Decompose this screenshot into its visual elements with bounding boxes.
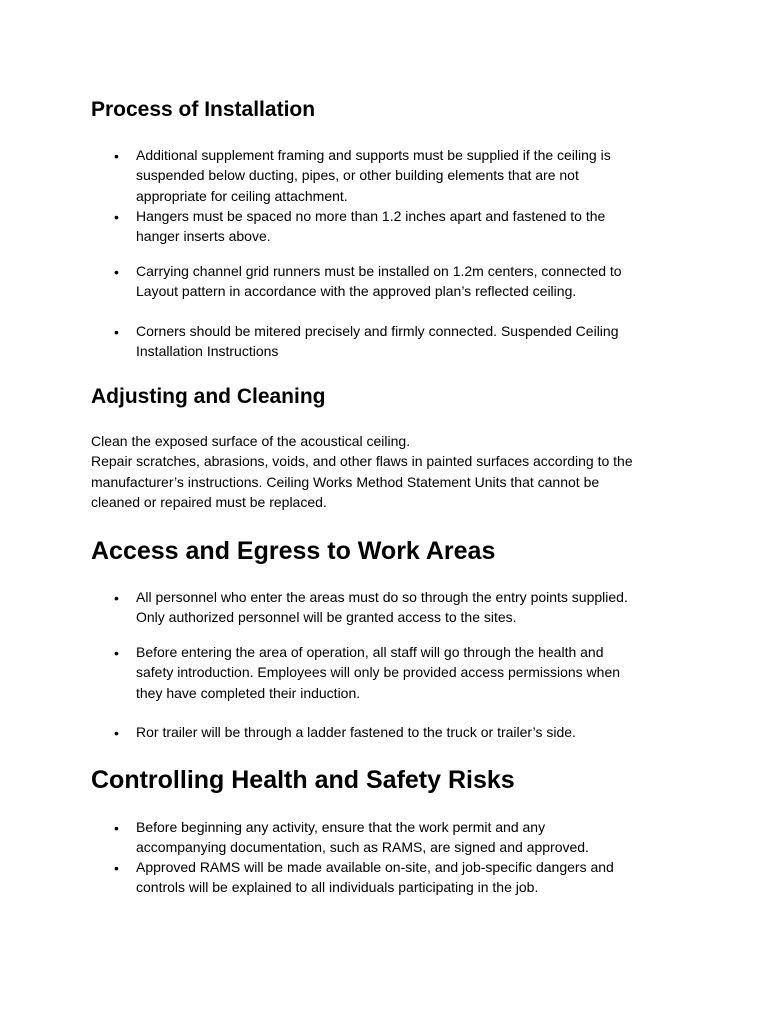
heading-controlling-health-and-safety-risks: Controlling Health and Safety Risks xyxy=(91,766,515,794)
list-item-line: they have completed their induction. xyxy=(136,684,361,701)
list-item-line: Installation Instructions xyxy=(136,343,279,360)
bullet-glyph: • xyxy=(114,264,119,280)
list-item-line: accompanying documentation, such as RAMS, are signed and approved. xyxy=(136,839,589,856)
bullet-glyph: • xyxy=(114,645,119,661)
heading-adjusting-and-cleaning: Adjusting and Cleaning xyxy=(91,385,326,408)
paragraph-line: cleaned or repaired must be replaced. xyxy=(91,494,327,511)
list-item-line: Layout pattern in accordance with the approved plan’s reflected ceiling. xyxy=(136,283,577,300)
paragraph-line: manufacturer’s instructions. Ceiling Works Method Statement Units that cannot be xyxy=(91,473,600,490)
list-item-line: Carrying channel grid runners must be installed on 1.2m centers, connected to xyxy=(136,263,622,279)
bullet-glyph: • xyxy=(114,148,119,164)
list-item-line: hanger inserts above. xyxy=(136,228,271,245)
bullet-glyph: • xyxy=(114,590,119,606)
list-item-line: controls will be explained to all individuals participating in the job. xyxy=(136,879,539,896)
list-item-line: Additional supplement framing and supports must be supplied if the ceiling is xyxy=(136,147,611,163)
paragraph-line: Repair scratches, abrasions, voids, and other flaws in painted surfaces according to the xyxy=(91,453,633,470)
heading-process-of-installation: Process of Installation xyxy=(91,98,316,121)
list-item-line: Before entering the area of operation, all staff will go through the health and xyxy=(136,644,604,660)
list-item-line: Ror trailer will be through a ladder fastened to the truck or trailer’s side. xyxy=(136,724,576,740)
list-item-line: suspended below ducting, pipes, or other building elements that are not xyxy=(136,167,579,184)
paragraph-line: Clean the exposed surface of the acoustical ceiling. xyxy=(91,433,411,449)
heading-access-and-egress: Access and Egress to Work Areas xyxy=(91,537,496,565)
list-item-line: Before beginning any activity, ensure that the work permit and any xyxy=(136,819,546,835)
list-item-line: appropriate for ceiling attachment. xyxy=(136,187,348,204)
bullet-glyph: • xyxy=(114,725,119,741)
list-item-line: Hangers must be spaced no more than 1.2 inches apart and fastened to the xyxy=(136,208,606,224)
list-item-line: Approved RAMS will be made available on-site, and job-specific dangers and xyxy=(136,859,614,875)
list-item-line: Corners should be mitered precisely and firmly connected. Suspended Ceiling xyxy=(136,323,619,339)
list-item-line: Only authorized personnel will be granted access to the sites. xyxy=(136,609,517,626)
bullet-glyph: • xyxy=(114,860,119,876)
bullet-glyph: • xyxy=(114,324,119,340)
list-item-line: safety introduction. Employees will only be provided access permissions when xyxy=(136,664,621,681)
list-item-line: All personnel who enter the areas must do so through the entry points supplied. xyxy=(136,589,628,605)
bullet-glyph: • xyxy=(114,820,119,836)
bullet-glyph: • xyxy=(114,209,119,225)
